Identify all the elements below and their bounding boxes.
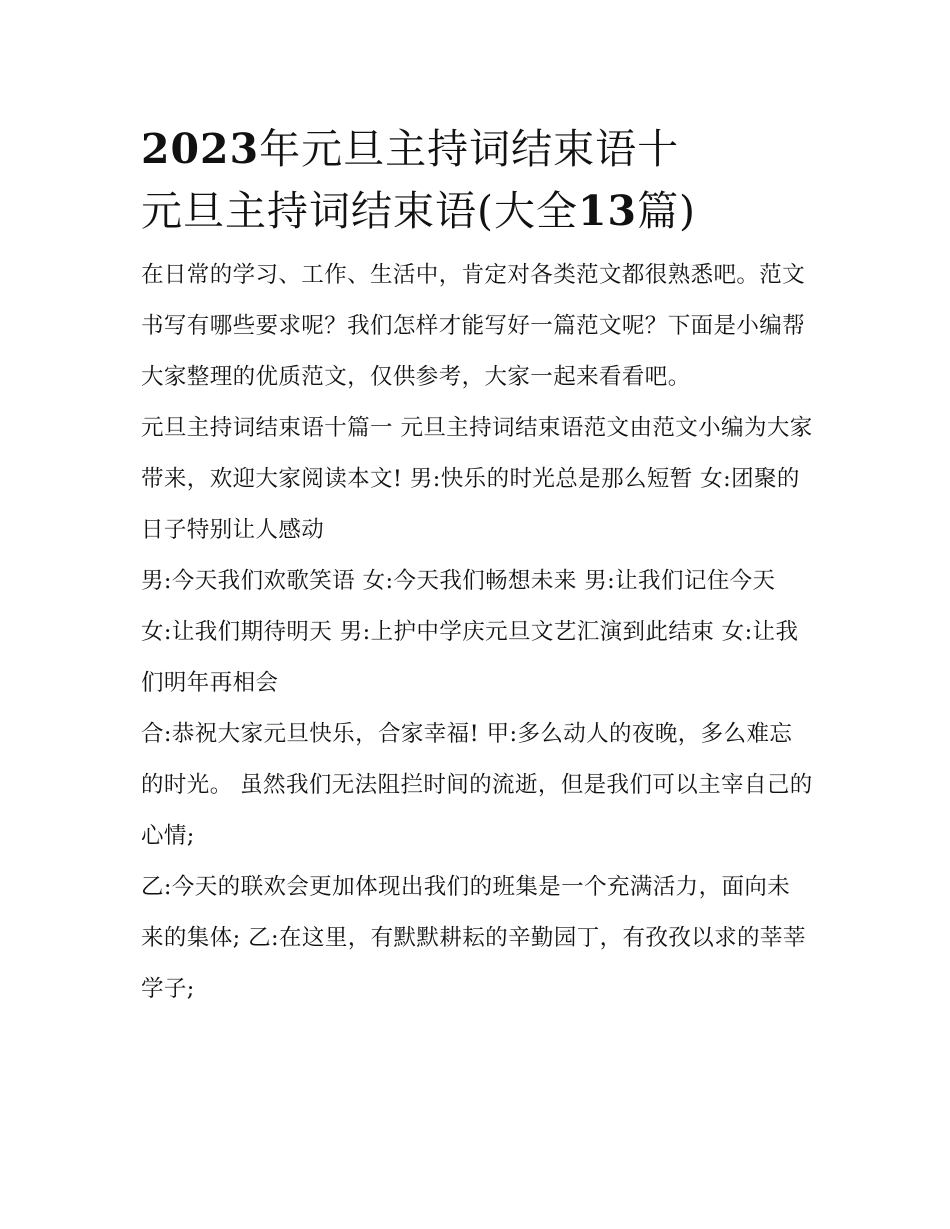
title-line-1-text: 年元旦主持词结束语十	[259, 125, 680, 173]
title-line-2-suffix: 篇)	[637, 187, 697, 235]
paragraph-intro: 在日常的学习、工作、生活中，肯定对各类范文都很熟悉吧。范文书写有哪些要求呢？我们怎样才能写好一篇范文呢？下面是小编帮大家整理的优质范文，仅供参考，大家一起来看看吧。	[141, 262, 806, 390]
title-line-2-text: 元旦主持词结束语(大全	[141, 187, 578, 235]
document-title	[141, 118, 813, 242]
document-body	[141, 118, 813, 1015]
title-line-1	[141, 118, 813, 180]
title-line-2	[141, 180, 813, 242]
title-year: 2023	[141, 125, 260, 173]
paragraph-1: 元旦主持词结束语十篇一 元旦主持词结束语范文由范文小编为大家带来，欢迎大家阅读本文! 男:快乐的时光总是那么短暂 女:团聚的日子特别让人感动	[141, 415, 813, 543]
paragraph-3: 合:恭祝大家元旦快乐，合家幸福! 甲:多么动人的夜晚，多么难忘的时光。 虽然我们无法阻拦时间的流逝，但是我们可以主宰自己的心情;	[141, 721, 813, 849]
paragraph-4: 乙:今天的联欢会更加体现出我们的班集是一个充满活力，面向未来的集体; 乙:在这里，有默默耕耘的辛勤园丁，有孜孜以求的莘莘学子;	[141, 874, 806, 1002]
title-count: 13	[578, 187, 638, 235]
paragraph-2: 男:今天我们欢歌笑语 女:今天我们畅想未来 男:让我们记住今天 女:让我们期待明天 男:上护中学庆元旦文艺汇演到此结束 女:让我们明年再相会	[141, 568, 799, 696]
